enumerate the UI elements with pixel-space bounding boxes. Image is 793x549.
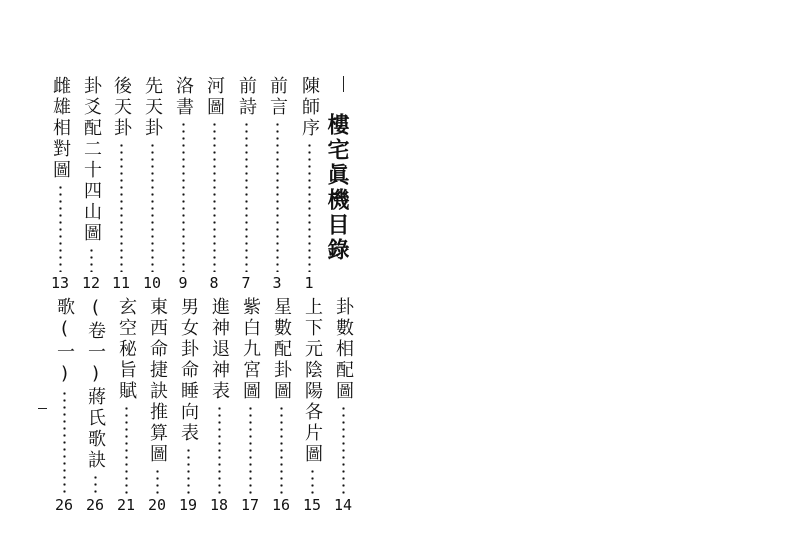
toc-entry-title: 雌雄相對圖 bbox=[50, 76, 71, 181]
leader-dots bbox=[94, 474, 97, 494]
toc-entry bbox=[51, 297, 77, 513]
toc-entry-page: 11 bbox=[111, 274, 131, 292]
margin-mark-top bbox=[343, 76, 344, 92]
leader-dots bbox=[156, 468, 159, 494]
toc-entry-title: 前詩 bbox=[236, 76, 257, 118]
toc-entry-title: (卷一)蔣氏歌訣 bbox=[85, 297, 106, 471]
toc-entry bbox=[108, 76, 134, 291]
toc-entry-title: 先天卦 bbox=[142, 76, 163, 139]
toc-entry-page: 10 bbox=[142, 274, 162, 292]
toc-entry-page: 7 bbox=[241, 274, 251, 292]
toc-entry-page: 14 bbox=[333, 496, 353, 514]
toc-entry-page: 26 bbox=[85, 496, 105, 514]
toc-entry bbox=[206, 297, 232, 513]
toc-entry-page: 21 bbox=[116, 496, 136, 514]
leader-dots bbox=[280, 405, 283, 494]
toc-entry-page: 3 bbox=[272, 274, 282, 292]
toc-entry bbox=[113, 297, 139, 513]
leader-dots bbox=[125, 405, 128, 494]
toc-title: 樓宅眞機目錄 bbox=[324, 113, 349, 263]
toc-entry-page: 26 bbox=[54, 496, 74, 514]
toc-entry-page: 19 bbox=[178, 496, 198, 514]
leader-dots bbox=[245, 121, 248, 272]
toc-entry-page: 9 bbox=[178, 274, 188, 292]
leader-dots bbox=[213, 121, 216, 272]
toc-entry-page: 8 bbox=[209, 274, 219, 292]
toc-entry-page: 16 bbox=[271, 496, 291, 514]
leader-dots bbox=[187, 447, 190, 494]
leader-dots bbox=[308, 142, 311, 272]
toc-entry-page: 15 bbox=[302, 496, 322, 514]
toc-entry-title: 男女卦命睡向表 bbox=[178, 297, 199, 444]
toc-entry bbox=[233, 76, 259, 291]
toc-entry bbox=[201, 76, 227, 291]
toc-entry-title: 洛書 bbox=[173, 76, 194, 118]
toc-entry-title: 進神退神表 bbox=[209, 297, 230, 402]
toc-entry-title: 歌(一) bbox=[54, 297, 75, 387]
toc-entry bbox=[47, 76, 73, 291]
toc-entry-page: 20 bbox=[147, 496, 167, 514]
toc-entry-title: 後天卦 bbox=[111, 76, 132, 139]
toc-entry-title: 東西命捷訣推算圖 bbox=[147, 297, 168, 465]
leader-dots bbox=[218, 405, 221, 494]
toc-entry-title: 陳師序 bbox=[299, 76, 320, 139]
toc-entry bbox=[82, 297, 108, 513]
toc-entry bbox=[170, 76, 196, 291]
toc-entry-title: 星數配卦圖 bbox=[271, 297, 292, 402]
toc-entry-title: 河圖 bbox=[204, 76, 225, 118]
toc-entry-page: 18 bbox=[209, 496, 229, 514]
leader-dots bbox=[59, 184, 62, 272]
leader-dots bbox=[311, 468, 314, 494]
toc-entry bbox=[237, 297, 263, 513]
toc-entry bbox=[144, 297, 170, 513]
toc-entry bbox=[299, 297, 325, 513]
toc-entry-title: 前言 bbox=[267, 76, 288, 118]
toc-entry bbox=[139, 76, 165, 291]
toc-entry bbox=[330, 297, 356, 513]
toc-entry bbox=[264, 76, 290, 291]
toc-entry-page: 1 bbox=[304, 274, 314, 292]
margin-mark-bottom bbox=[38, 408, 47, 409]
leader-dots bbox=[63, 390, 66, 494]
leader-dots bbox=[276, 121, 279, 272]
leader-dots bbox=[90, 247, 93, 272]
toc-entry-title: 卦爻配二十四山圖 bbox=[81, 76, 102, 244]
leader-dots bbox=[249, 405, 252, 494]
toc-entry bbox=[175, 297, 201, 513]
toc-entry-title: 上下元陰陽各片圖 bbox=[302, 297, 323, 465]
toc-entry-page: 12 bbox=[81, 274, 101, 292]
toc-entry bbox=[296, 76, 322, 291]
leader-dots bbox=[151, 142, 154, 272]
toc-entry-title: 卦數相配圖 bbox=[333, 297, 354, 402]
toc-entry-page: 17 bbox=[240, 496, 260, 514]
toc-entry-title: 紫白九宮圖 bbox=[240, 297, 261, 402]
leader-dots bbox=[120, 142, 123, 272]
leader-dots bbox=[342, 405, 345, 494]
toc-entry bbox=[78, 76, 104, 291]
toc-entry-title: 玄空秘旨賦 bbox=[116, 297, 137, 402]
toc-entry bbox=[268, 297, 294, 513]
toc-entry-page: 13 bbox=[50, 274, 70, 292]
leader-dots bbox=[182, 121, 185, 272]
